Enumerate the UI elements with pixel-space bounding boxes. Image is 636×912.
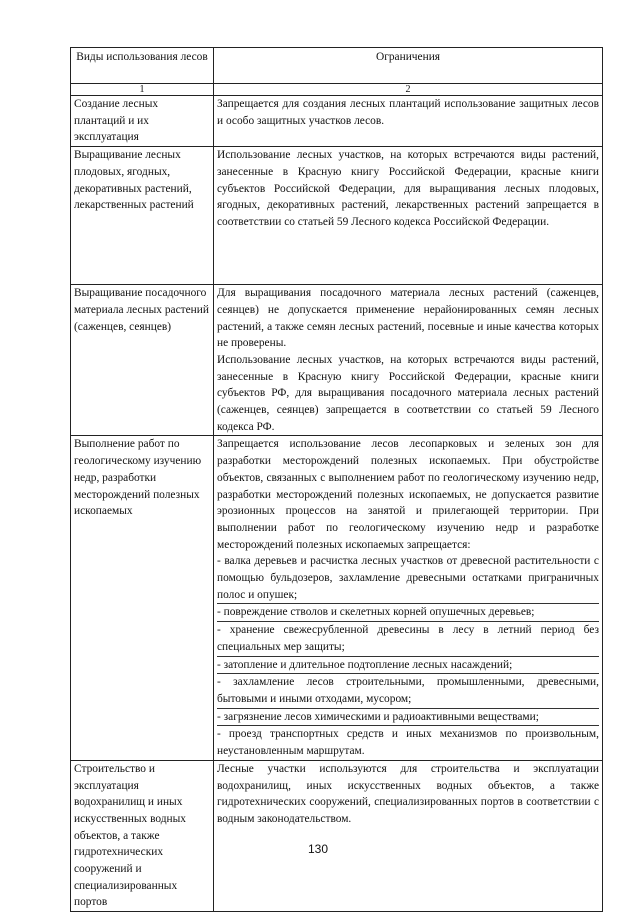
use-cell: Выполнение работ по геологическому изучению недр, разработки месторождений полезных ископаемых <box>71 436 214 760</box>
column-number: 1 <box>71 84 214 96</box>
header-row <box>71 48 603 84</box>
restriction-bullet: - проезд транспортных средств и иных механизмов по произвольным, неустановленным маршрутам. <box>217 725 599 759</box>
table-body <box>71 96 603 912</box>
column-header-restrictions: Ограничения <box>214 48 603 84</box>
table-row <box>71 96 603 147</box>
restriction-bullet: - захламление лесов строительными, промышленными, древесными, бытовыми и иными отходами, мусором; <box>217 673 599 707</box>
column-number: 2 <box>214 84 603 96</box>
restriction-paragraph: Для выращивания посадочного материала лесных растений (саженцев, сеянцев) не допускается применение нерайонированных семян лесных растений, а также семян лесных растений, посевные и иные качества которых не проверены. <box>217 287 599 350</box>
column-number-row <box>71 84 603 96</box>
use-cell: Строительство и эксплуатация водохранилищ и иных искусственных водных объектов, а также гидротехнических сооружений и специализированных портов <box>71 760 214 911</box>
restriction-cell <box>214 147 603 285</box>
restriction-bullet: - повреждение стволов и скелетных корней опушечных деревьев; <box>217 603 599 621</box>
page-number: 130 <box>307 842 329 856</box>
restriction-paragraph: Использование лесных участков, на которых встречаются виды растений, занесенные в Красную книгу Российской Федерации, красные книги субъектов Российской Федерации, для выращивания лесных плодовых, ягодных, декоративных растений, лекарственных растений запрещается в соответствии со статьей 59 Лесного кодекса Российской Федерации. <box>217 149 599 228</box>
restriction-paragraph: Лесные участки используются для строительства и эксплуатации водохранилищ, иных искусственных водных объектов, а также гидротехнических сооружений, специализированных портов в соответствии с водным законодательством. <box>217 762 599 825</box>
column-header-use: Виды использования лесов <box>71 48 214 84</box>
use-cell: Выращивание лесных плодовых, ягодных, декоративных растений, лекарственных растений <box>71 147 214 285</box>
use-cell: Создание лесных плантаций и их эксплуатация <box>71 96 214 147</box>
restriction-cell <box>214 760 603 911</box>
restriction-paragraph: Использование лесных участков, на которых встречаются виды растений, занесенные в Красную книгу Российской Федерации, красные книги субъектов РФ, для выращивания посадочного материала лесных растений (саженцев, сеянцев) запрещается в соответствии со статьей 59 Лесного кодекса РФ. <box>217 353 599 433</box>
restriction-bullet: - затопление и длительное подтопление лесных насаждений; <box>217 656 599 674</box>
restriction-paragraph: Запрещается использование лесов лесопарковых и зеленых зон для разработки месторождений полезных ископаемых. При обустройстве объектов, связанных с выполнением работ по геологическому изучению недр, разработки месторождений полезных ископаемых, не допускается развитие эрозионных процессов на занятой и прилегающей территории. При выполнении работ по геологическому изучению недр и разработке месторождений полезных ископаемых запрещается: <box>217 438 599 551</box>
table-row <box>71 147 603 285</box>
table-row <box>71 760 603 911</box>
restriction-bullet: - хранение свежесрубленной древесины в лесу в летний период без специальных мер защиты; <box>217 621 599 655</box>
restriction-cell <box>214 96 603 147</box>
restriction-bullet: - загрязнение лесов химическими и радиоактивными веществами; <box>217 708 599 726</box>
restriction-paragraph: Запрещается для создания лесных плантаций использование защитных лесов и особо защитных участков лесов. <box>217 98 599 127</box>
restrictions-table <box>70 47 603 912</box>
table-row <box>71 285 603 436</box>
restriction-bullet: - валка деревьев и расчистка лесных участков от древесной растительности с помощью бульдозеров, захламление древесными остатками приграничных полос и опушек; <box>217 555 599 601</box>
use-cell: Выращивание посадочного материала лесных растений (саженцев, сеянцев) <box>71 285 214 436</box>
restriction-cell <box>214 285 603 436</box>
restriction-cell <box>214 436 603 760</box>
table-row <box>71 436 603 760</box>
